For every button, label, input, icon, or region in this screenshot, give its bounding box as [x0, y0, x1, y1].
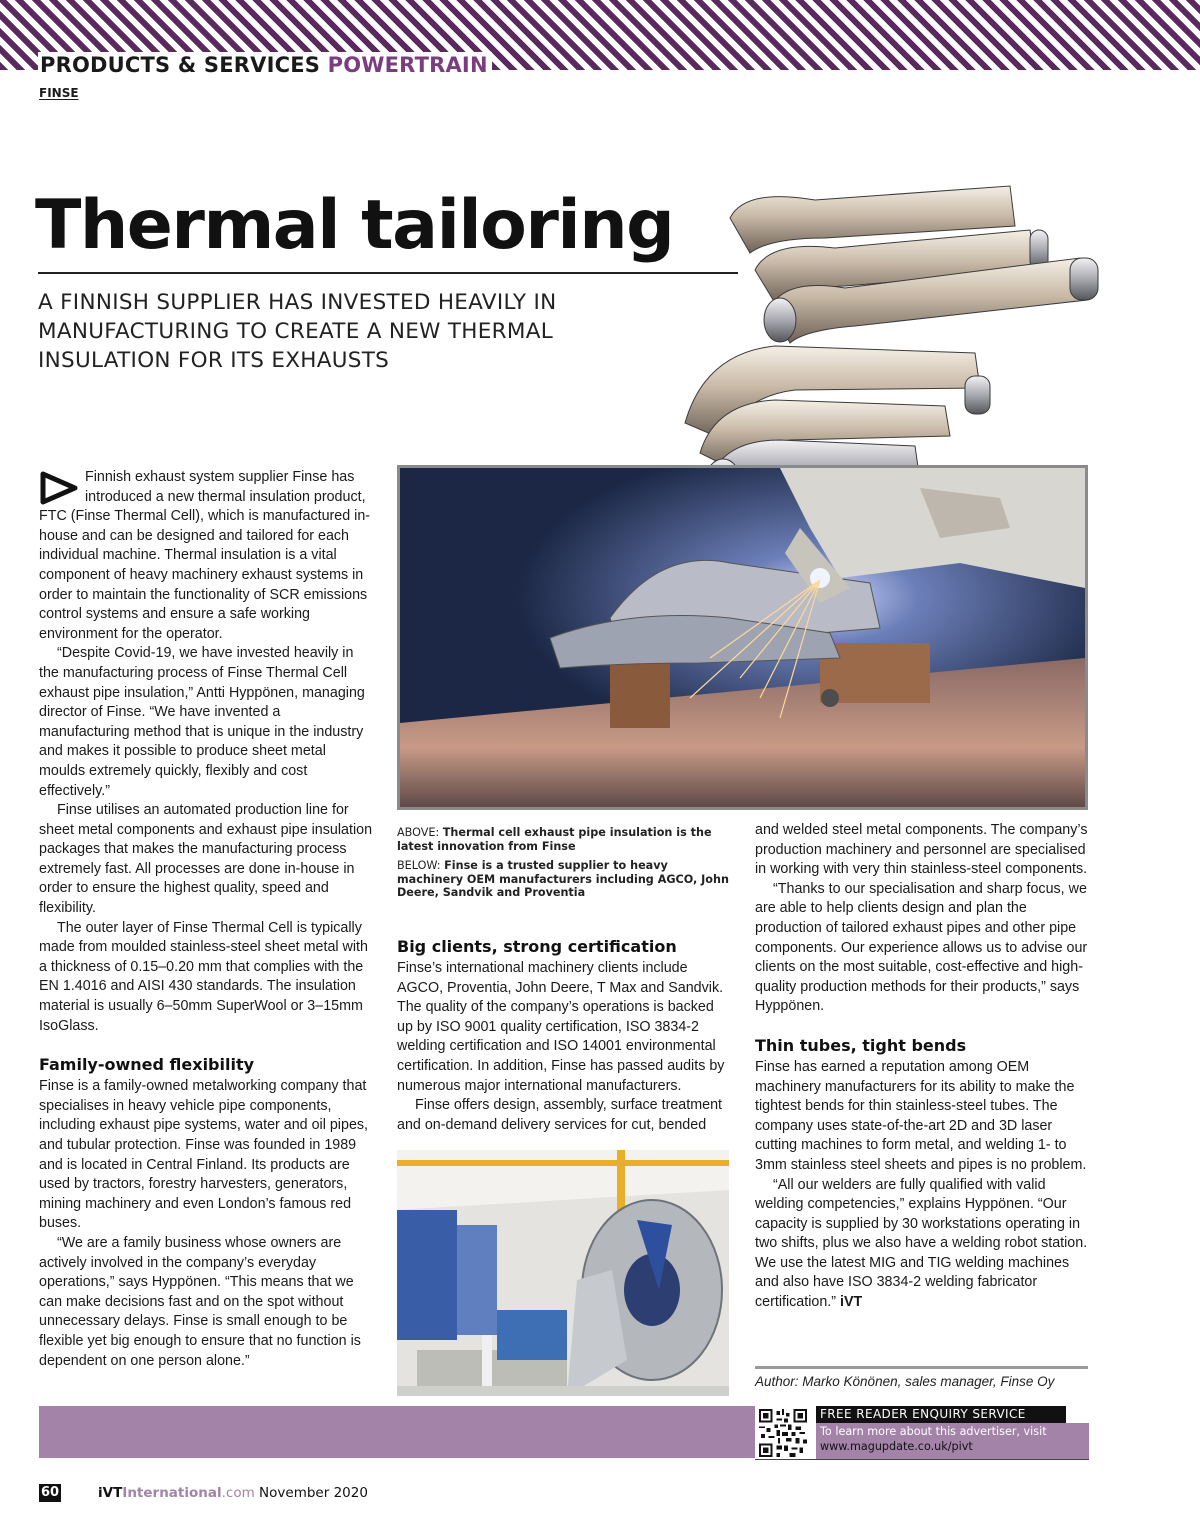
headline-rule: [38, 272, 738, 274]
body-paragraph: “We are a family business whose owners are actively involved in the company’s everyday operations,” says Hyppönen. “This means that we can make decisions fast and on the spot without unnecessary delays. Finse is small enough to be flexible yet big enough to ensure that no function is dependent on one person alone.”: [39, 1234, 361, 1369]
author-rule: [755, 1366, 1088, 1369]
subheading: Thin tubes, tight bends: [755, 1035, 967, 1055]
body-paragraph: Finse offers design, assembly, surface treatment and on-demand delivery services for cut, bended: [397, 1097, 722, 1133]
body-paragraph: Finse is a family-owned metalworking company that specialises in heavy vehicle pipe components, including exhaust pipe systems, water and oil pipes, and tubular protection. Finse was founded in 1989 and is located in Central Finland. Its products are used by tractors, forestry harvesters, generators, mining machinery and even London’s famous red buses.: [39, 1078, 369, 1232]
subheading: Family-owned flexibility: [39, 1055, 255, 1075]
laser-cutting-illustration: [400, 468, 1085, 807]
brand-dotcom: .com: [221, 1485, 255, 1501]
qr-code-icon[interactable]: [759, 1409, 807, 1457]
body-paragraph: Finse utilises an automated production line for sheet metal components and exhaust pipe insulation packages that makes the manufacturing process extremely fast. All processes are done in-house in order to ensure the highest quality, speed and flexibility.: [39, 802, 373, 917]
closing-paragraph-text: “All our welders are fully qualified with valid welding competencies,” explains Hyppönen. “Our capacity is supplied by 30 workstations operating in two shifts, plus we also have a welding robot station. We use the latest MIG and TIG welding machines and also have ISO 3834-2 welding fabricator certification.”: [755, 1176, 1088, 1311]
caption-below-text: Finse is a trusted supplier to heavy machinery OEM manufacturers including AGCO, John Deere, Sandvik and Proventia: [397, 859, 729, 899]
section-main: PRODUCTS & SERVICES: [40, 53, 321, 77]
body-paragraph: Finse’s international machinery clients include AGCO, Proventia, John Deere, T Max and Sandvik. The quality of the company’s operations is backed up by ISO 9001 quality certification, ISO 3834-2 welding certification and ISO 14001 environmental certification. In addition, Finse has passed audits by numerous major international manufacturers.: [397, 960, 725, 1094]
caption-below-lead: BELOW:: [397, 859, 441, 872]
enquiry-title: FREE READER ENQUIRY SERVICE: [816, 1406, 1066, 1423]
enquiry-url-link[interactable]: www.magupdate.co.uk/pivt: [820, 1440, 973, 1453]
company-tag: FINSE: [39, 86, 79, 100]
author-credit: Author: Marko Könönen, sales manager, Finse Oy: [755, 1374, 1055, 1389]
factory-photo: [397, 1150, 729, 1396]
footer-masthead: [98, 1484, 368, 1502]
caption-above-lead: ABOVE:: [397, 826, 440, 839]
factory-illustration: [397, 1150, 729, 1396]
enquiry-line: To learn more about this advertiser, visit: [820, 1425, 1047, 1438]
body-paragraph: Finnish exhaust system supplier Finse has introduced a new thermal insulation product, FTC (Finse Thermal Cell), which is manufactured in-house and can be designed and tailored for each individual machine. Thermal insulation is a vital component of heavy machinery exhaust systems in order to maintain the functionality of SCR emissions control systems and ensure a safe working environment for the operator.: [39, 469, 371, 642]
section-accent: POWERTRAIN: [327, 53, 488, 77]
caption-above-text: Thermal cell exhaust pipe insulation is the latest innovation from Finse: [397, 826, 712, 853]
body-paragraph: [755, 1176, 1088, 1313]
reader-enquiry-box[interactable]: [755, 1406, 1089, 1460]
body-paragraph: “Thanks to our specialisation and sharp focus, we are able to help clients design and plan the production of tailored exhaust pipes and other pipe components. Our experience allows us to advise our clients on the most suitable, cost-effective and high-quality production methods for their products,” says Hyppönen.: [755, 880, 1088, 1015]
article-column-2: [397, 936, 729, 1135]
section-label: [38, 52, 492, 78]
article-column-1: [39, 468, 374, 1371]
body-paragraph: and welded steel metal components. The company’s production machinery and personnel are specialised in working with very thin stainless-steel components.: [755, 822, 1088, 878]
body-paragraph: The outer layer of Finse Thermal Cell is typically made from moulded stainless-steel sheet metal with a thickness of 0.15–0.20 mm that complies with the EN 1.4016 and AISI 430 standards. The insulation material is usually 6–50mm SuperWool or 3–15mm IsoGlass.: [39, 919, 368, 1034]
end-mark: iVT: [840, 1294, 863, 1311]
play-arrow-icon: [39, 470, 79, 506]
caption-below: [397, 859, 731, 900]
headline: Thermal tailoring: [35, 186, 674, 265]
caption-above: [397, 826, 731, 853]
brand-international: International: [122, 1485, 222, 1501]
standfirst: A FINNISH SUPPLIER HAS INVESTED HEAVILY IN MANUFACTURING TO CREATE A NEW THERMAL INSULATION FOR ITS EXHAUSTS: [38, 290, 557, 373]
body-paragraph: Finse has earned a reputation among OEM machinery manufacturers for its ability to make the tightest bends for thin stainless-steel tubes. The company uses state-of-the-art 2D and 3D laser cutting machines to form metal, and welding 1- to 3mm stainless steel sheets and pipes is no problem.: [755, 1058, 1087, 1173]
enquiry-body: [816, 1423, 1089, 1459]
issue-date: November 2020: [259, 1485, 368, 1501]
brand-ivt: iVT: [98, 1485, 123, 1501]
body-paragraph: “Despite Covid-19, we have invested heavily in the manufacturing process of Finse Thermal Cell exhaust pipe insulation,” Antti Hyppönen, managing director of Finse. “We have invented a manufacturing method that is unique in the industry and makes it possible to produce sheet metal moulds extremely quickly, flexibly and cost effectively.”: [39, 645, 365, 799]
laser-cutting-photo: [397, 465, 1088, 810]
article-column-3: [755, 821, 1088, 1313]
subheading: Big clients, strong certification: [397, 937, 677, 956]
page-number: 60: [41, 1485, 60, 1500]
photo-captions: [397, 826, 731, 906]
